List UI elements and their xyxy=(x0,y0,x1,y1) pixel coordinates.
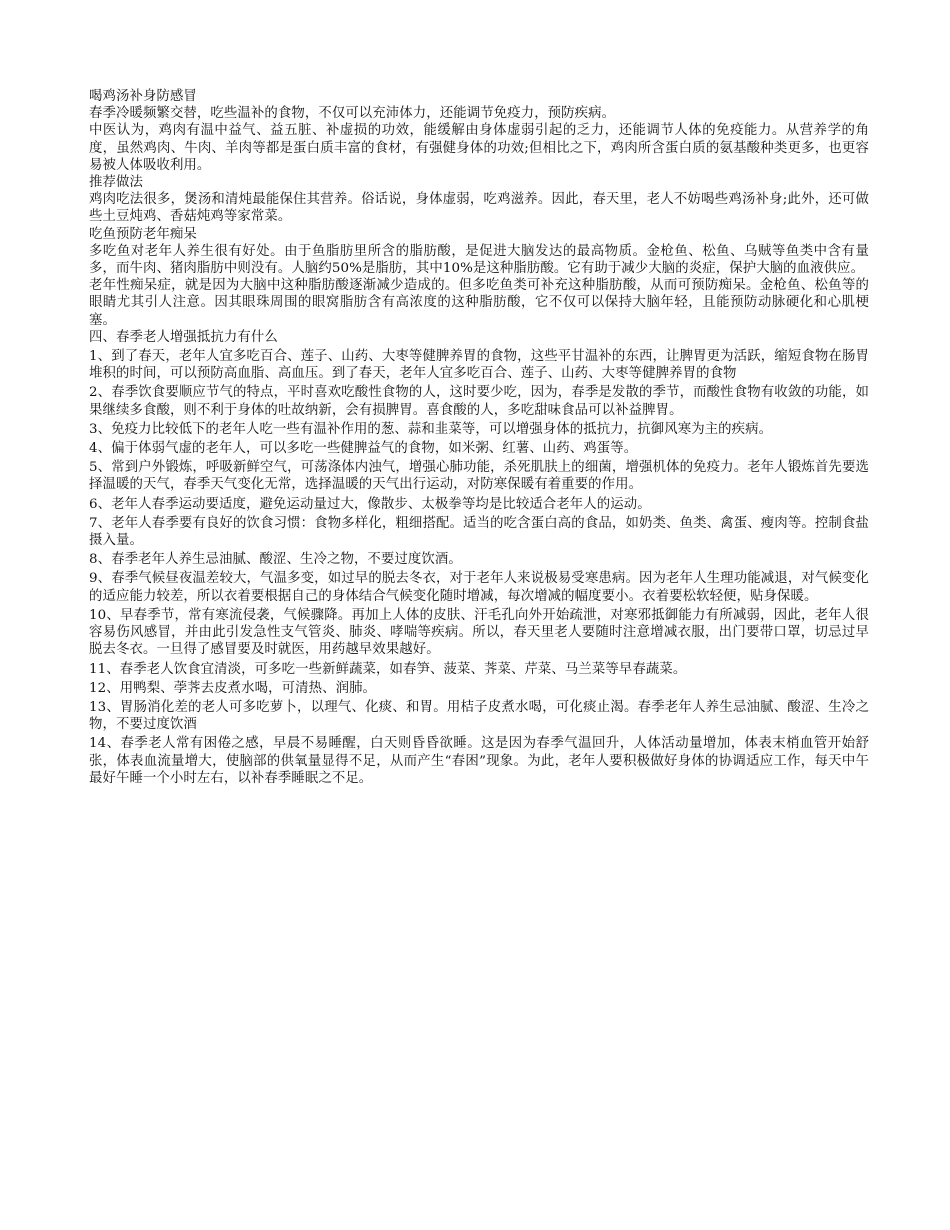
list-item: 13、胃肠消化差的老人可多吃萝卜，以理气、化痰、和胃。用桔子皮煮水喝，可化痰止渴。春季老年人养生忌油腻、酸涩、生冷之物，不要过度饮酒 xyxy=(89,699,869,733)
tips-list xyxy=(89,348,869,787)
section-heading: 推荐做法 xyxy=(89,175,143,191)
paragraph: 春季冷暖频繁交替，吃些温补的食物，不仅可以充沛体力，还能调节免疫力，预防疾病。 xyxy=(89,106,616,122)
section-recommended-recipe xyxy=(89,174,869,226)
document-body xyxy=(89,88,869,787)
list-item: 4、偏于体弱气虚的老年人，可以多吃一些健脾益气的食物，如米粥、红薯、山药、鸡蛋等。 xyxy=(89,441,638,457)
list-item: 14、春季老人常有困倦之感，早晨不易睡醒，白天则昏昏欲睡。这是因为春季气温回升，人体活动量增加，体表末梢血管开始舒张，体表血流量增大，使脑部的供氧量显得不足，从而产生“春困”现象。为此，老年人要积极做好身体的协调适应工作，每天中午最好午睡一个小时左右，以补春季睡眠之不足。 xyxy=(89,736,869,786)
section-chicken-soup xyxy=(89,88,869,174)
list-item: 12、用鸭梨、荸荠去皮煮水喝，可清热、润肺。 xyxy=(89,680,377,696)
paragraph: 老年性痴呆症，就是因为大脑中这种脂肪酸逐渐减少造成的。但多吃鱼类可补充这种脂肪酸，从而可预防痴呆。金枪鱼、松鱼等的眼睛尤其引人注意。因其眼珠周围的眼窝脂肪含有高浓度的这种脂肪酸，它不仅可以保持大脑年轻，且能预防动脉硬化和心肌梗塞。 xyxy=(89,278,869,328)
section-heading: 喝鸡汤补身防感冒 xyxy=(89,89,197,104)
list-item: 1、到了春天，老年人宜多吃百合、莲子、山药、大枣等健脾养胃的食物，这些平甘温补的东西，让脾胃更为活跃，缩短食物在肠胃堆积的时间，可以预防高血脂、高血压。到了春天，老年人宜多吃百合、莲子、山药、大枣等健脾养胃的食物 xyxy=(89,349,869,382)
section-heading: 四、春季老人增强抵抗力有什么 xyxy=(89,329,278,345)
paragraph: 多吃鱼对老年人养生很有好处。由于鱼脂肪里所含的脂肪酸，是促进大脑发达的最高物质。金枪鱼、松鱼、乌贼等鱼类中含有量多，而牛肉、猪肉脂肪中则没有。人脑约50%是脂肪，其中10%是这种脂肪酸。它有助于减少大脑的炎症，保护大脑的血液供应。 xyxy=(89,243,869,277)
list-item: 5、常到户外锻炼，呼吸新鲜空气，可荡涤体内浊气，增强心肺功能，杀死肌肤上的细菌，增强机体的免疫力。老年人锻炼首先要选择温暖的天气，春季天气变化无常，选择温暖的天气出行运动，对防寒保暖有着重要的作用。 xyxy=(89,460,869,493)
section-heading: 吃鱼预防老年痴呆 xyxy=(89,226,197,242)
list-item: 11、春季老人饮食宜清淡，可多吃一些新鲜蔬菜，如春笋、菠菜、荠菜、芹菜、马兰菜等早春蔬菜。 xyxy=(89,661,687,677)
list-item: 3、免疫力比较低下的老年人吃一些有温补作用的葱、蒜和韭菜等，可以增强身体的抵抗力，抗御风寒为主的疾病。 xyxy=(89,421,773,437)
section-fish-dementia xyxy=(89,226,869,329)
paragraph: 中医认为，鸡肉有温中益气、益五脏、补虚损的功效，能缓解由身体虚弱引起的乏力，还能调节人体的免疫能力。从营养学的角度，虽然鸡肉、牛肉、羊肉等都是蛋白质丰富的食材，有强健身体的功效;但相比之下，鸡肉所含蛋白质的氨基酸种类更多，也更容易被人体吸收利用。 xyxy=(89,123,869,173)
list-item: 10、早春季节，常有寒流侵袭，气候骤降。再加上人体的皮肤、汗毛孔向外开始疏泄，对寒邪抵御能力有所减弱，因此，老年人很容易伤风感冒，并由此引发急性支气管炎、肺炎、哮喘等疾病。所以，春天里老人要随时注意增减衣服，出门要带口罩，切忌过早脱去冬衣。一旦得了感冒要及时就医，用药越早效果越好。 xyxy=(89,607,869,658)
list-item: 6、老年人春季运动要适度，避免运动量过大，像散步、太极拳等均是比较适合老年人的运动。 xyxy=(89,496,651,512)
list-item: 7、老年人春季要有良好的饮食习惯：食物多样化，粗细搭配。适当的吃含蛋白高的食品，如奶类、鱼类、禽蛋、瘦肉等。控制食盐摄入量。 xyxy=(89,515,869,549)
section-immunity-tips xyxy=(89,329,869,787)
list-item: 8、春季老年人养生忌油腻、酸涩、生冷之物，不要过度饮酒。 xyxy=(89,552,462,568)
list-item: 2、春季饮食要顺应节气的特点，平时喜欢吃酸性食物的人，这时要少吃，因为，春季是发散的季节，而酸性食物有收敛的功能，如果继续多食酸，则不利于身体的吐故纳新，会有损脾胃。喜食酸的人，多吃甜味食品可以补益脾胃。 xyxy=(89,385,869,418)
list-item: 9、春季气候昼夜温差较大，气温多变，如过早的脱去冬衣，对于老年人来说极易受寒患病。因为老年人生理功能减退，对气候变化的适应能力较差，所以衣着要根据自己的身体结合气候变化随时增减，每次增减的幅度要小。衣着要松软轻便，贴身保暖。 xyxy=(89,571,869,604)
paragraph: 鸡肉吃法很多，煲汤和清炖最能保住其营养。俗话说，身体虚弱，吃鸡滋养。因此，春天里，老人不妨喝些鸡汤补身;此外，还可做些土豆炖鸡、香菇炖鸡等家常菜。 xyxy=(89,192,869,225)
